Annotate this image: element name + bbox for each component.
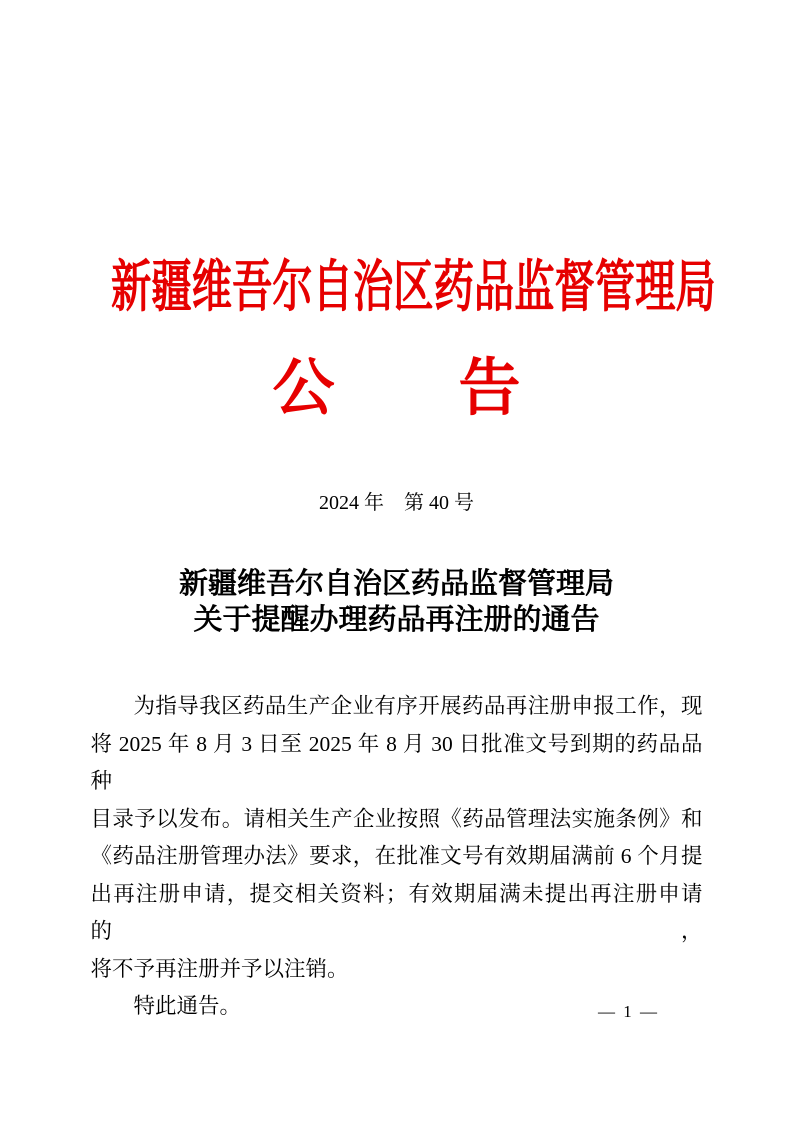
body-line: 《药品注册管理办法》要求，在批准文号有效期届满前 6 个月提 [90,844,703,868]
notice-body [91,688,703,1026]
body-line: 将 2025 年 8 月 3 日至 2025 年 8 月 30 日批准文号到期的药品品种 [90,731,703,793]
notice-title-line2: 关于提醒办理药品再注册的通告 [193,604,600,636]
body-line: 为指导我区药品生产企业有序开展药品再注册申报工作，现 [133,694,703,718]
body-line: 目录予以发布。请相关生产企业按照《药品管理法实施条例》和 [90,806,703,831]
notice-paragraph [91,688,703,988]
notice-title-line1: 新疆维吾尔自治区药品监督管理局 [178,568,614,600]
body-line: 将不予再注册并予以注销。 [90,956,349,981]
body-line: 出再注册申请，提交相关资料；有效期届满未提出再注册申请的， [90,881,703,943]
agency-title: 新疆维吾尔自治区药品监督管理局 [111,257,716,319]
closing-line: 特此通告。 [133,994,242,1018]
announcement-type-title: 公 告 [272,355,521,423]
notice-title [0,566,793,638]
page-number: — 1 — [598,1002,659,1021]
issue-number: 2024 年 第 40 号 [319,492,474,514]
document-header [0,0,793,516]
